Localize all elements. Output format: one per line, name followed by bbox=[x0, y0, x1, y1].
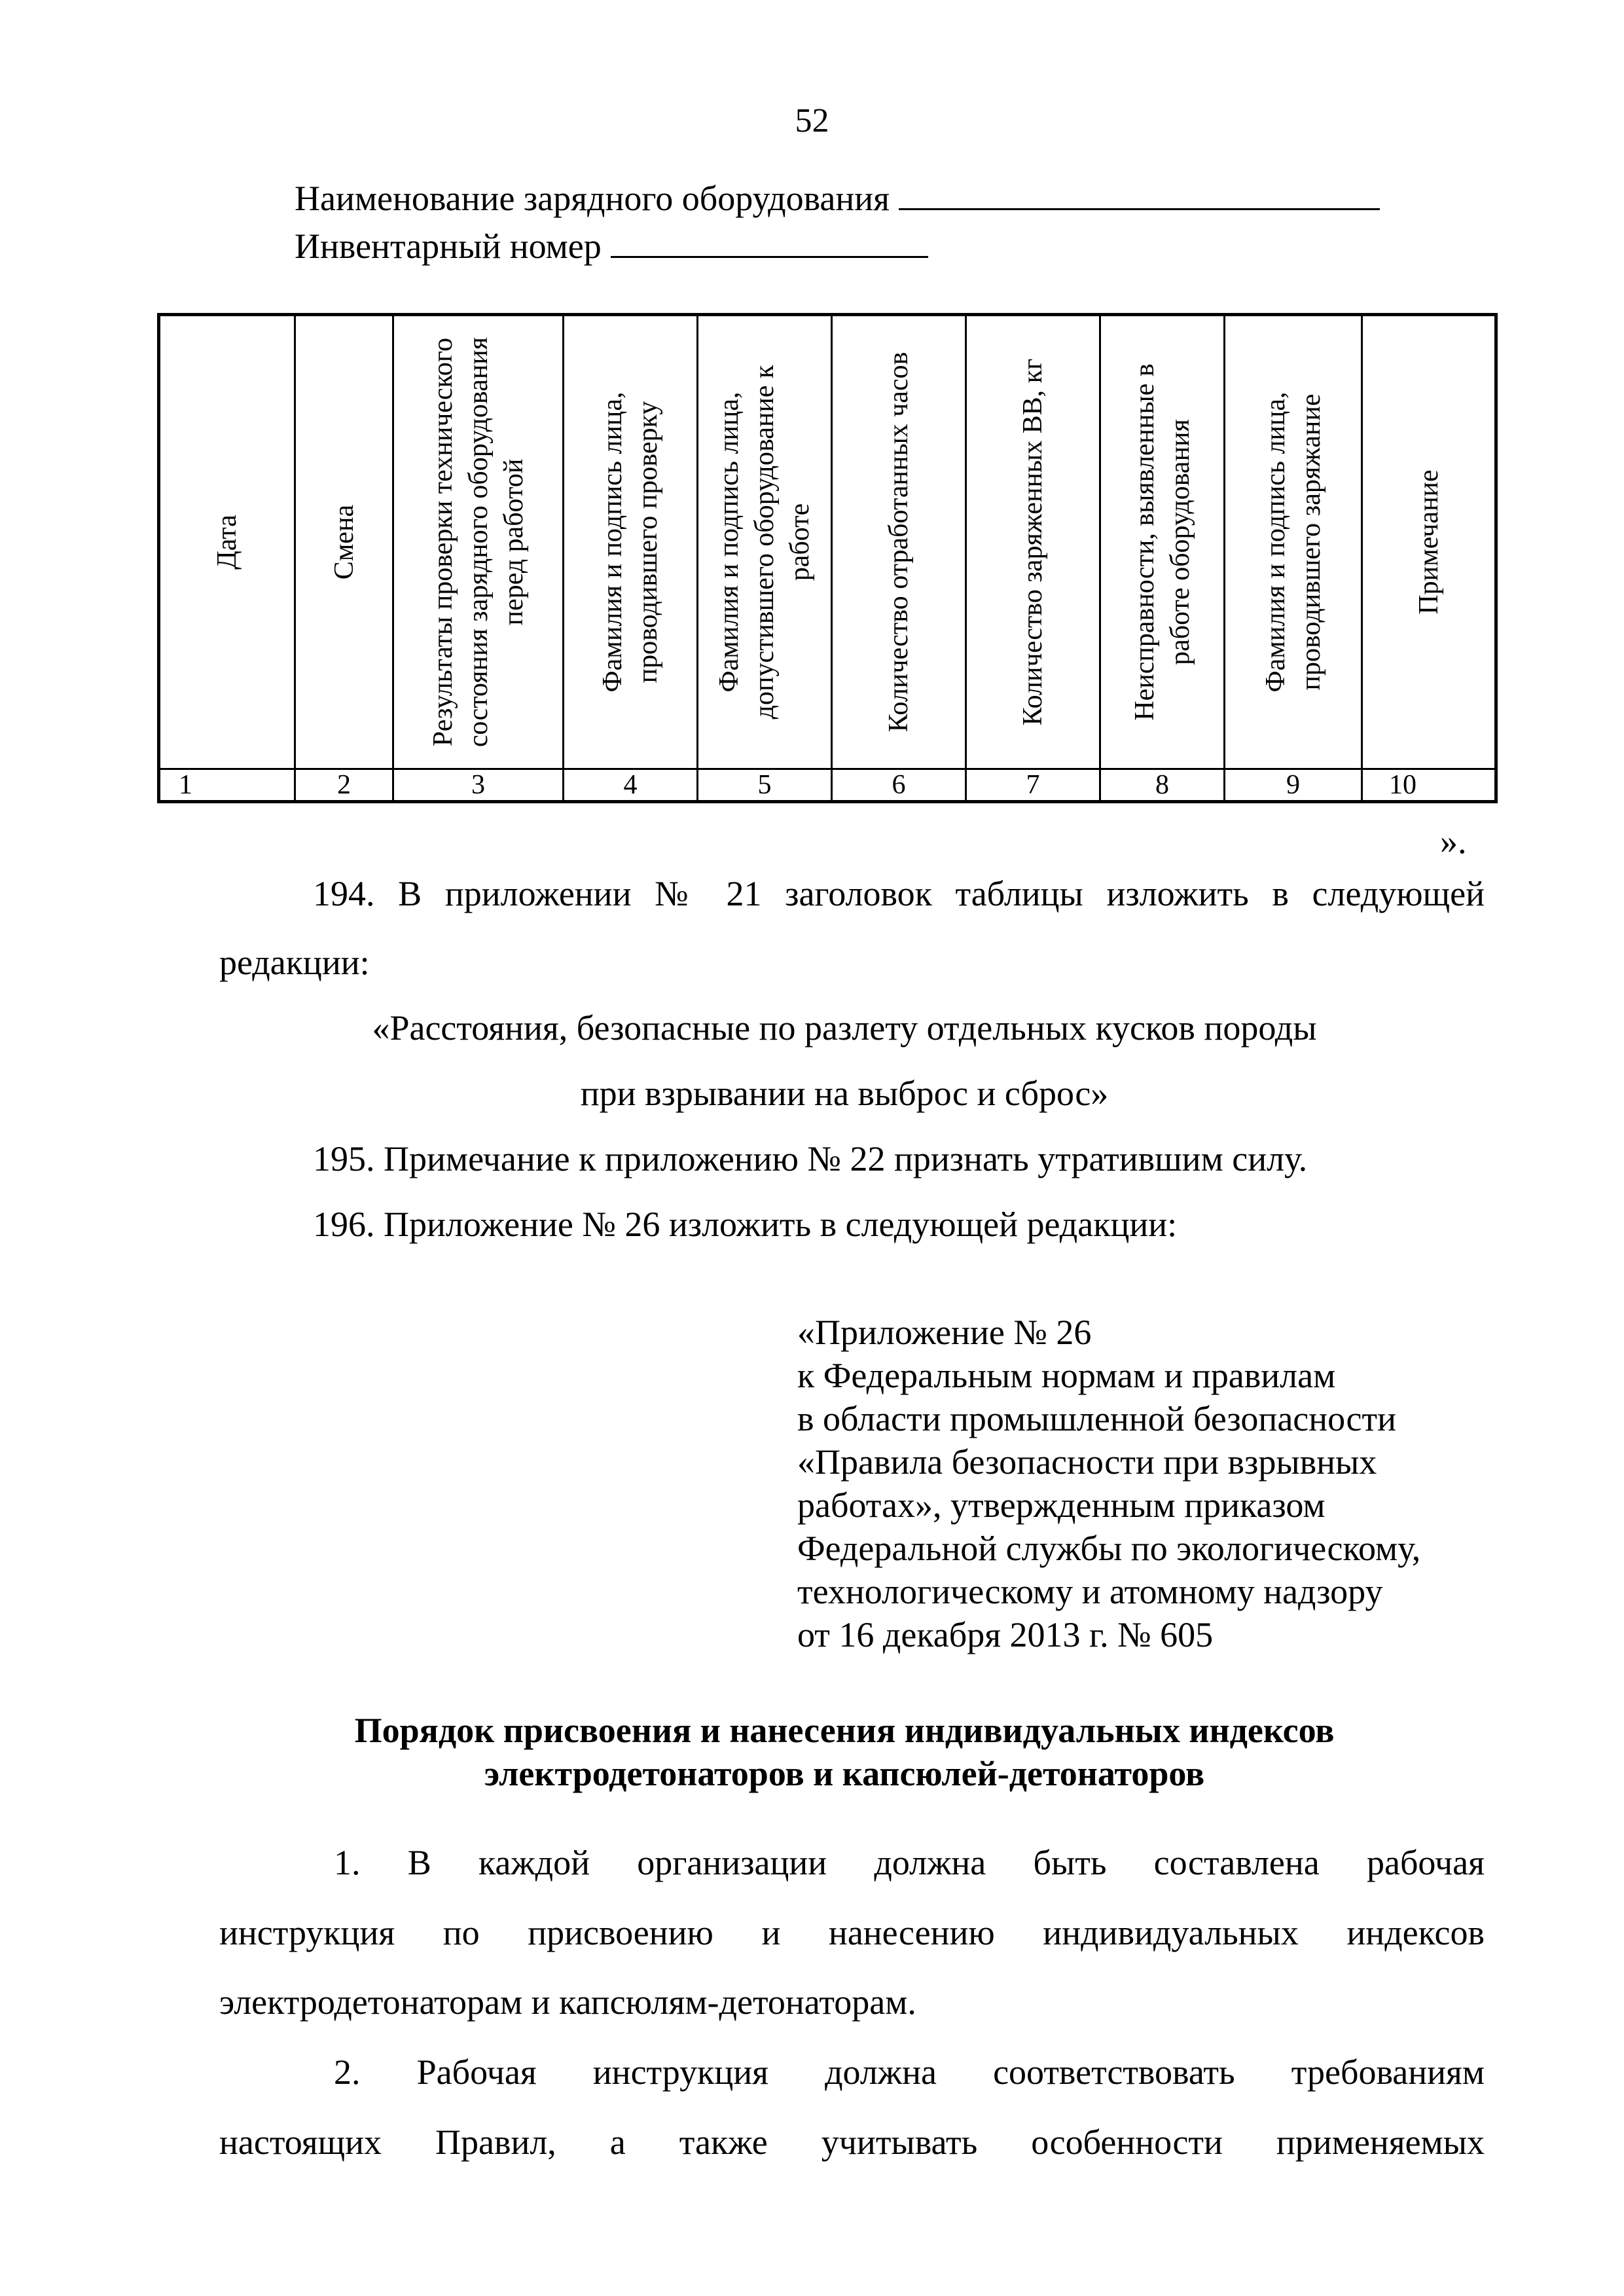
item-194-quote-line1: «Расстояния, безопасные по разлету отдельных кусков породы bbox=[372, 1008, 1317, 1048]
header-cell-inspector bbox=[564, 315, 698, 769]
header-text: Фамилия и подпись лица, допустившего оборудование к работе bbox=[714, 365, 815, 720]
header-text: Количество заряженных ВВ, кг bbox=[1018, 358, 1048, 726]
appendix-line: Федеральной службы по экологическому, bbox=[797, 1529, 1421, 1568]
header-cell-hours bbox=[832, 315, 966, 769]
item-196: 196. Приложение № 26 изложить в следующей редакции: bbox=[313, 1205, 1178, 1244]
appendix-line: в области промышленной безопасности bbox=[797, 1399, 1396, 1438]
header-cell-charger bbox=[1225, 315, 1362, 769]
item-194-quote-line2: при взрывании на выброс и сброс» bbox=[580, 1074, 1109, 1113]
item-195: 195. Примечание к приложению № 22 признать утратившим силу. bbox=[313, 1139, 1308, 1178]
column-number: 3 bbox=[393, 769, 564, 802]
point-1-line3: электродетонаторам и капсюлям-детонаторам. bbox=[219, 1982, 916, 2022]
item-194-line2: редакции: bbox=[219, 943, 370, 982]
appendix-line: работах», утвержденным приказом bbox=[797, 1485, 1326, 1525]
header-text: Неисправности, выявленные в работе оборудования bbox=[1129, 363, 1195, 721]
column-number: 9 bbox=[1225, 769, 1362, 802]
column-number: 5 bbox=[698, 769, 832, 802]
point-1-line2: инструкция по присвоению и нанесению индивидуальных индексов bbox=[219, 1913, 1485, 1952]
point-2-line1: 2. Рабочая инструкция должна соответствовать требованиям bbox=[334, 2052, 1485, 2092]
header-text: Фамилия и подпись лица, проводившего проверку bbox=[598, 392, 663, 693]
column-number: 8 bbox=[1100, 769, 1225, 802]
header-cell-note bbox=[1362, 315, 1496, 769]
header-cell-faults bbox=[1100, 315, 1225, 769]
equipment-name-label: Наименование зарядного оборудования bbox=[295, 179, 890, 218]
appendix-line: технологическому и атомному надзору bbox=[797, 1572, 1383, 1611]
header-text: Примечание bbox=[1413, 469, 1444, 615]
column-number: 7 bbox=[966, 769, 1100, 802]
header-cell-shift bbox=[295, 315, 393, 769]
header-cell-explosive-amount bbox=[966, 315, 1100, 769]
appendix-line: «Приложение № 26 bbox=[797, 1313, 1092, 1352]
table-header-row bbox=[159, 315, 1496, 769]
header-text: Количество отработанных часов bbox=[884, 352, 914, 733]
column-number: 1 bbox=[159, 769, 295, 802]
header-cell-approver bbox=[698, 315, 832, 769]
column-number: 4 bbox=[564, 769, 698, 802]
column-number: 6 bbox=[832, 769, 966, 802]
section-heading bbox=[196, 1709, 1492, 1795]
section-heading-line1: Порядок присвоения и нанесения индивидуальных индексов bbox=[354, 1711, 1335, 1750]
closing-quote: ». bbox=[1440, 822, 1467, 861]
header-text: Фамилия и подпись лица, проводившего заряжание bbox=[1260, 392, 1326, 693]
inventory-number-field bbox=[295, 226, 928, 266]
equipment-name-blank bbox=[899, 178, 1380, 210]
page-number: 52 bbox=[795, 102, 829, 139]
header-text: Смена bbox=[329, 504, 359, 580]
point-1-line1: 1. В каждой организации должна быть составлена рабочая bbox=[334, 1843, 1485, 1882]
column-number: 10 bbox=[1362, 769, 1496, 802]
inventory-number-label: Инвентарный номер bbox=[295, 227, 602, 266]
section-heading-line2: электродетонаторов и капсюлей-детонаторов bbox=[484, 1754, 1205, 1793]
header-cell-date bbox=[159, 315, 295, 769]
column-number: 2 bbox=[295, 769, 393, 802]
header-cell-check-results bbox=[393, 315, 564, 769]
appendix-line: «Правила безопасности при взрывных bbox=[797, 1442, 1377, 1482]
appendix-line: к Федеральным нормам и правилам bbox=[797, 1356, 1336, 1395]
point-2-line2: настоящих Правил, а также учитывать особенности применяемых bbox=[219, 2123, 1485, 2162]
column-number-row bbox=[159, 769, 1496, 802]
inventory-number-blank bbox=[611, 226, 928, 258]
header-text: Результаты проверки технического состояния зарядного оборудования перед работой bbox=[427, 337, 529, 748]
equipment-name-field bbox=[295, 178, 1380, 219]
appendix-line: от 16 декабря 2013 г. № 605 bbox=[797, 1615, 1214, 1654]
item-194-line1: 194. В приложении № 21 заголовок таблицы изложить в следующей bbox=[313, 874, 1485, 913]
appendix-block bbox=[797, 1311, 1420, 1656]
journal-table bbox=[157, 313, 1498, 803]
header-text: Дата bbox=[212, 515, 242, 570]
